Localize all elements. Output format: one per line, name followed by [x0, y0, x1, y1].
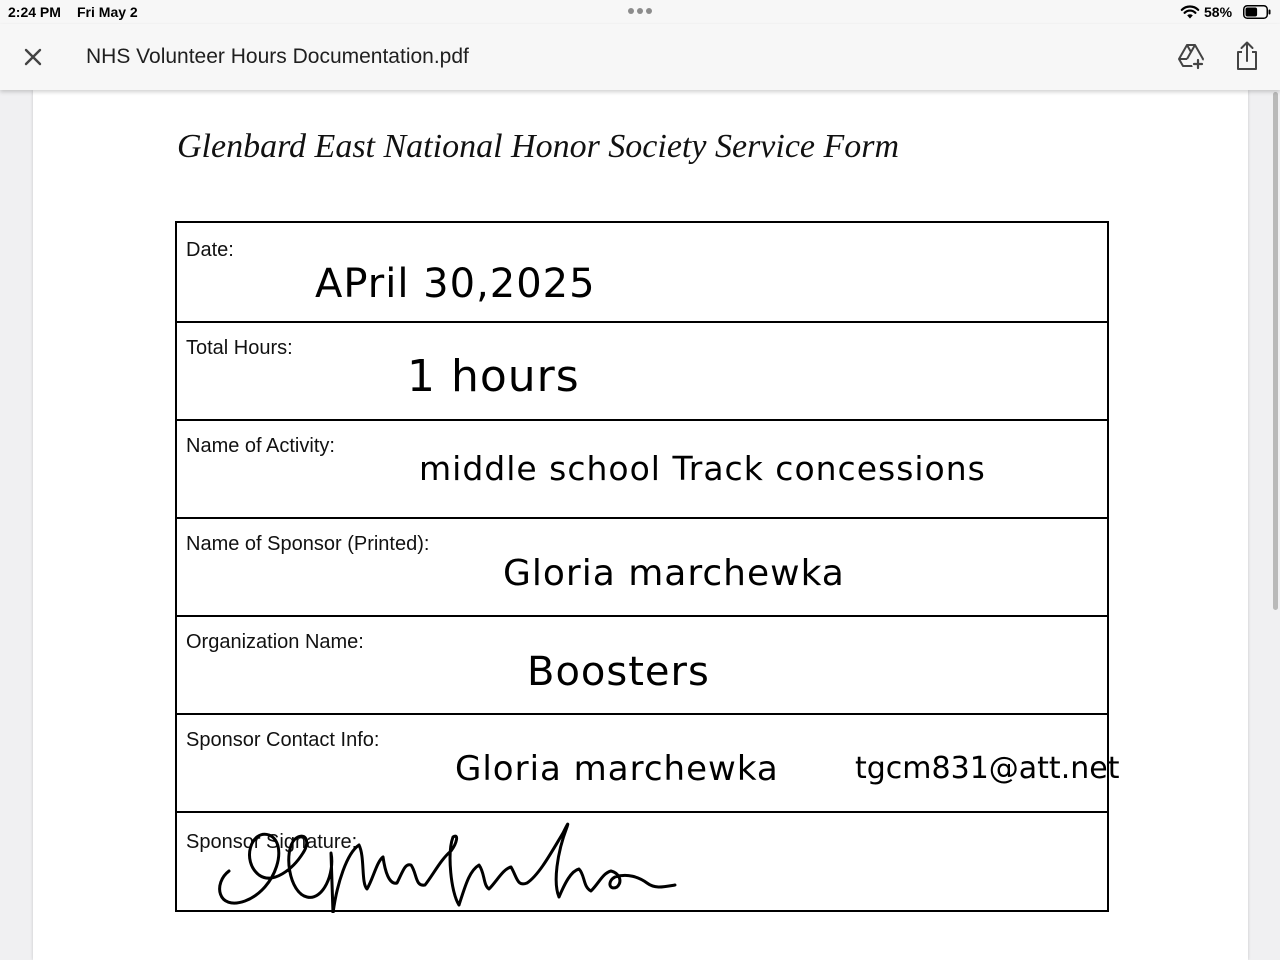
status-time: 2:24 PM: [8, 4, 61, 20]
form-row-total-hours: [177, 321, 1107, 421]
field-value-total-hours: 1 hours: [407, 351, 580, 402]
app-header: [0, 24, 1280, 90]
form-row-activity: [177, 419, 1107, 519]
document-title: NHS Volunteer Hours Documentation.pdf: [86, 45, 469, 68]
form-row-organization: [177, 615, 1107, 715]
form-row-date: [177, 223, 1107, 323]
field-value-contact-email: tgcm831@att.net: [855, 751, 1120, 786]
sponsor-signature-image: [207, 813, 677, 913]
field-value-organization: Boosters: [527, 649, 710, 695]
field-label: Name of Sponsor (Printed):: [186, 533, 430, 555]
form-row-contact-info: [177, 713, 1120, 813]
field-label: Date:: [186, 239, 234, 261]
share-icon[interactable]: [1233, 40, 1261, 72]
status-bar: [0, 0, 1280, 24]
field-label: Sponsor Signature:: [186, 831, 358, 853]
field-value-date: APril 30,2025: [315, 261, 596, 307]
form-row-signature: [177, 811, 1107, 908]
add-to-drive-icon[interactable]: [1176, 42, 1206, 72]
status-date: Fri May 2: [77, 4, 138, 20]
form-title: Glenbard East National Honor Society Service Form: [177, 128, 900, 165]
wifi-icon: [1180, 4, 1200, 20]
form-row-sponsor-name: [177, 517, 1107, 617]
multitasking-dots-icon[interactable]: [628, 7, 654, 15]
field-value-sponsor-name: Gloria marchewka: [503, 553, 845, 594]
field-label: Total Hours:: [186, 337, 293, 359]
field-value-contact-name: Gloria marchewka: [455, 749, 779, 789]
scrollbar[interactable]: [1273, 92, 1278, 610]
service-form-table: [175, 221, 1120, 912]
field-label: Name of Activity:: [186, 435, 335, 457]
battery-percent: 58%: [1204, 4, 1233, 20]
close-icon[interactable]: [20, 44, 46, 70]
field-value-activity: middle school Track concessions: [419, 449, 986, 488]
field-label: Organization Name:: [186, 631, 364, 653]
field-label: Sponsor Contact Info:: [186, 729, 380, 751]
battery-icon: [1243, 5, 1271, 19]
